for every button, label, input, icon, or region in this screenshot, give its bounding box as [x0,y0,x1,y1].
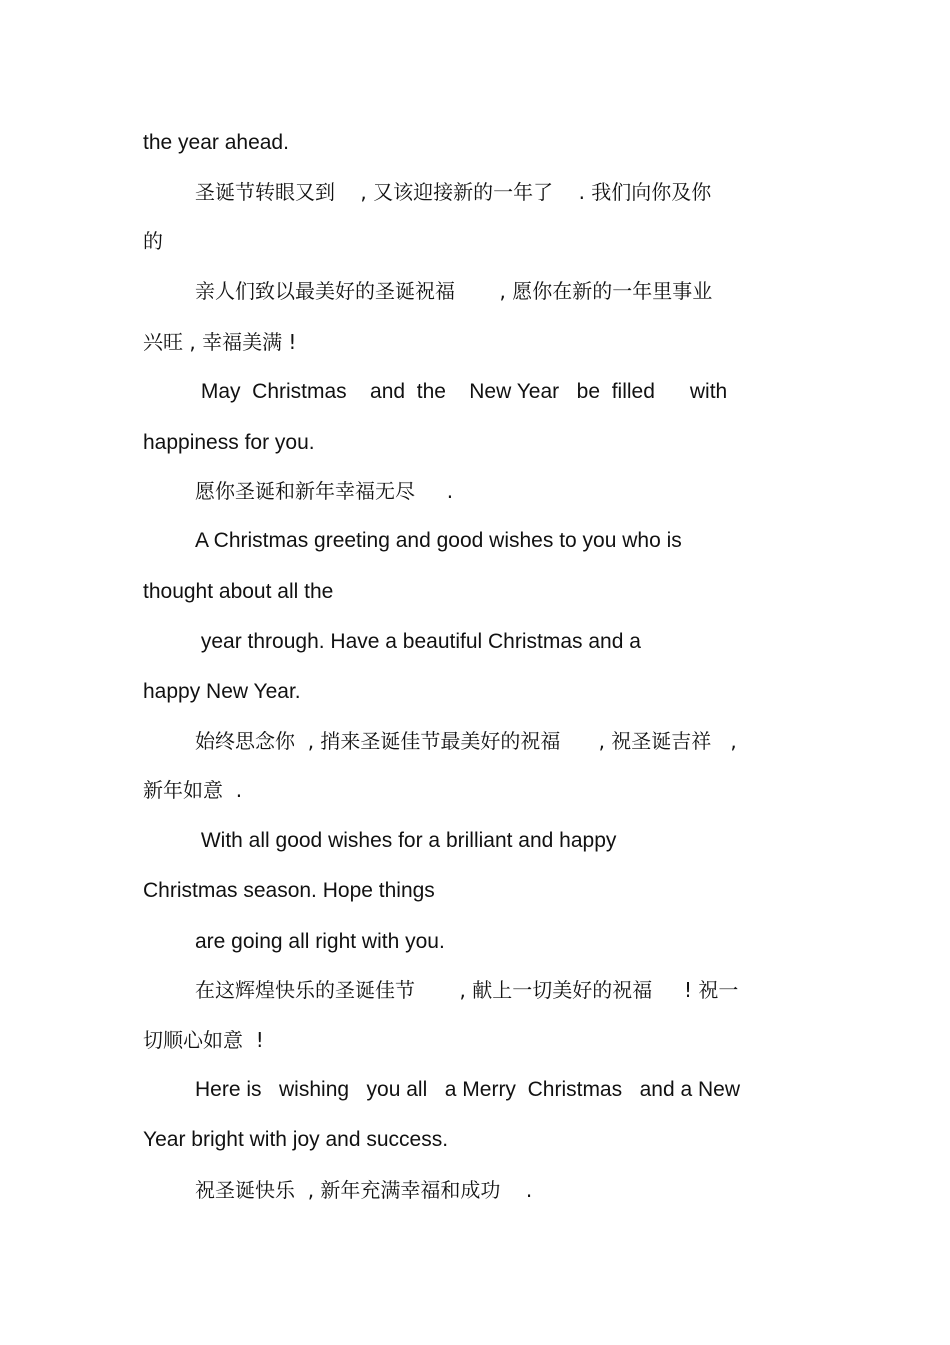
text-line: A Christmas greeting and good wishes to you who is [195,529,682,552]
text-line: 圣诞节转眼又到 , 又该迎接新的一年了 . 我们向你及你 [195,180,712,204]
text-line: 切顺心如意 ! [143,1028,264,1052]
text-line: thought about all the [143,580,334,603]
text-line: With all good wishes for a brilliant and happy [195,829,617,852]
text-line: 愿你圣诞和新年幸福无尽 . [195,479,454,503]
text-line: 祝圣诞快乐 , 新年充满幸福和成功 . [195,1178,533,1202]
text-line: 新年如意 . [143,778,243,802]
text-line: May Christmas and the New Year be filled with [195,380,728,403]
text-line: year through. Have a beautiful Christmas and a [195,630,641,653]
text-line: the year ahead. [143,131,289,154]
text-line: 在这辉煌快乐的圣诞佳节 , 献上一切美好的祝福 ! 祝一 [195,978,739,1002]
text-line: 兴旺 , 幸福美满 ! [143,330,297,354]
text-line: 的 [143,229,163,253]
text-line: happy New Year. [143,680,301,703]
text-line: Year bright with joy and success. [143,1128,449,1151]
text-line: 亲人们致以最美好的圣诞祝福 , 愿你在新的一年里事业 [195,279,713,303]
text-line: happiness for you. [143,431,315,454]
text-line: are going all right with you. [195,930,445,953]
text-line: Christmas season. Hope things [143,879,435,902]
text-line: 始终思念你 , 捎来圣诞佳节最美好的祝福 , 祝圣诞吉祥 , [195,729,737,753]
text-line: Here is wishing you all a Merry Christmas and a New [195,1078,741,1101]
